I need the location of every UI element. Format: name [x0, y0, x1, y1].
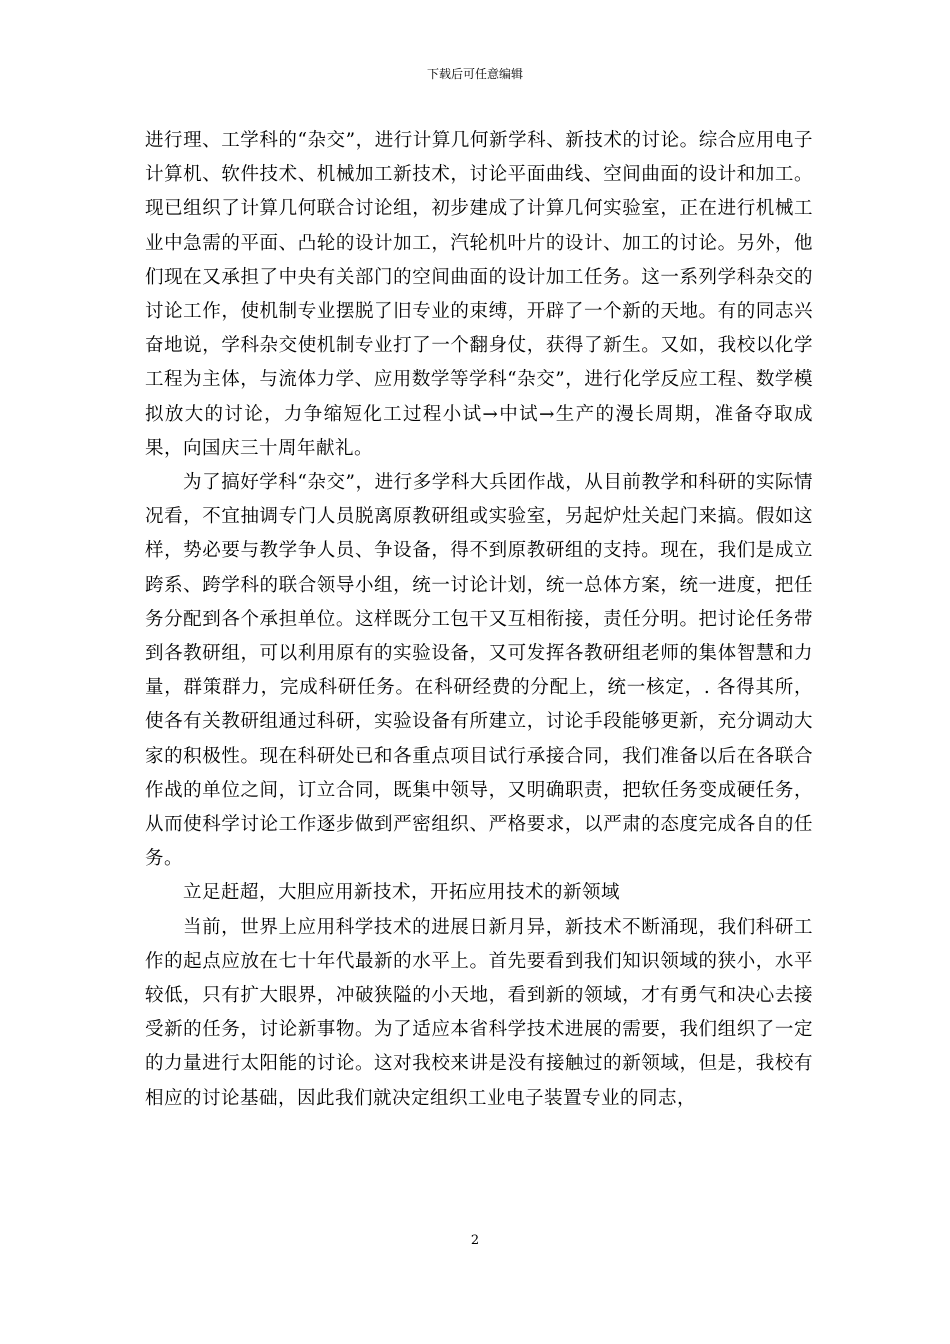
paragraph-continuation: 进行理、工学科的“杂交”，进行计算几何新学科、新技术的讨论。综合应用电子计算机、软件技术、机械加工新技术，讨论平面曲线、空间曲面的设计和加工。现已组织了计算几何联合讨论组，初步建成了计算几何实验室，正在进行机械工业中急需的平面、凸轮的设计加工，汽轮机叶片的设计、加工的讨论。另外，他们现在又承担了中央有关部门的空间曲面的设计加工任务。这一系列学科杂交的讨论工作，使机制专业摆脱了旧专业的束缚，开辟了一个新的天地。有的同志兴奋地说，学科杂交使机制专业打了一个翻身仗，获得了新生。又如，我校以化学工程为主体，与流体力学、应用数学等学科“杂交”，进行化学反应工程、数学模拟放大的讨论，力争缩短化工过程小试→中试→生产的漫长周期，准备夺取成果，向国庆三十周年献礼。 [145, 130, 813, 459]
section-heading: 立足赶超，大胆应用新技术，开拓应用技术的新领域 [183, 882, 621, 904]
page-number: 2 [470, 1233, 480, 1248]
page-header: 下载后可任意编辑 [426, 67, 523, 81]
paragraph-new-technology: 当前，世界上应用科学技术的进展日新月异，新技术不断涌现，我们科研工作的起点应放在七十年代最新的水平上。首先要看到我们知识领域的狭小，水平较低，只有扩大眼界，冲破狭隘的小天地，看到新的领域，才有勇气和决心去接受新的任务，讨论新事物。为了适应本省科学技术进展的需要，我们组织了一定的力量进行太阳能的讨论。这对我校来讲是没有接触过的新领域，但是，我校有相应的讨论基础，因此我们就决定组织工业电子装置专业的同志， [145, 916, 813, 1109]
paragraph-collaboration: 为了搞好学科“杂交”，进行多学科大兵团作战，从目前教学和科研的实际情况看，不宜抽调专门人员脱离原教研组或实验室，另起炉灶关起门来搞。假如这样，势必要与教学争人员、争设备，得不到原教研组的支持。现在，我们是成立跨系、跨学科的联合领导小组，统一讨论计划，统一总体方案，统一进度，把任务分配到各个承担单位。这样既分工包干又互相衔接，责任分明。把讨论任务带到各教研组，可以利用原有的实验设备，又可发挥各教研组老师的集体智慧和力量，群策群力，完成科研任务。在科研经费的分配上，统一核定，. 各得其所，使各有关教研组通过科研，实验设备有所建立，讨论手段能够更新，充分调动大家的积极性。现在科研处已和各重点项目试行承接合同，我们准备以后在各联合作战的单位之间，订立合同，既集中领导，又明确职责，把软任务变成硬任务，从而使科学讨论工作逐步做到严密组织、严格要求，以严肃的态度完成各自的任务。 [145, 472, 813, 870]
document-body [145, 124, 813, 1116]
